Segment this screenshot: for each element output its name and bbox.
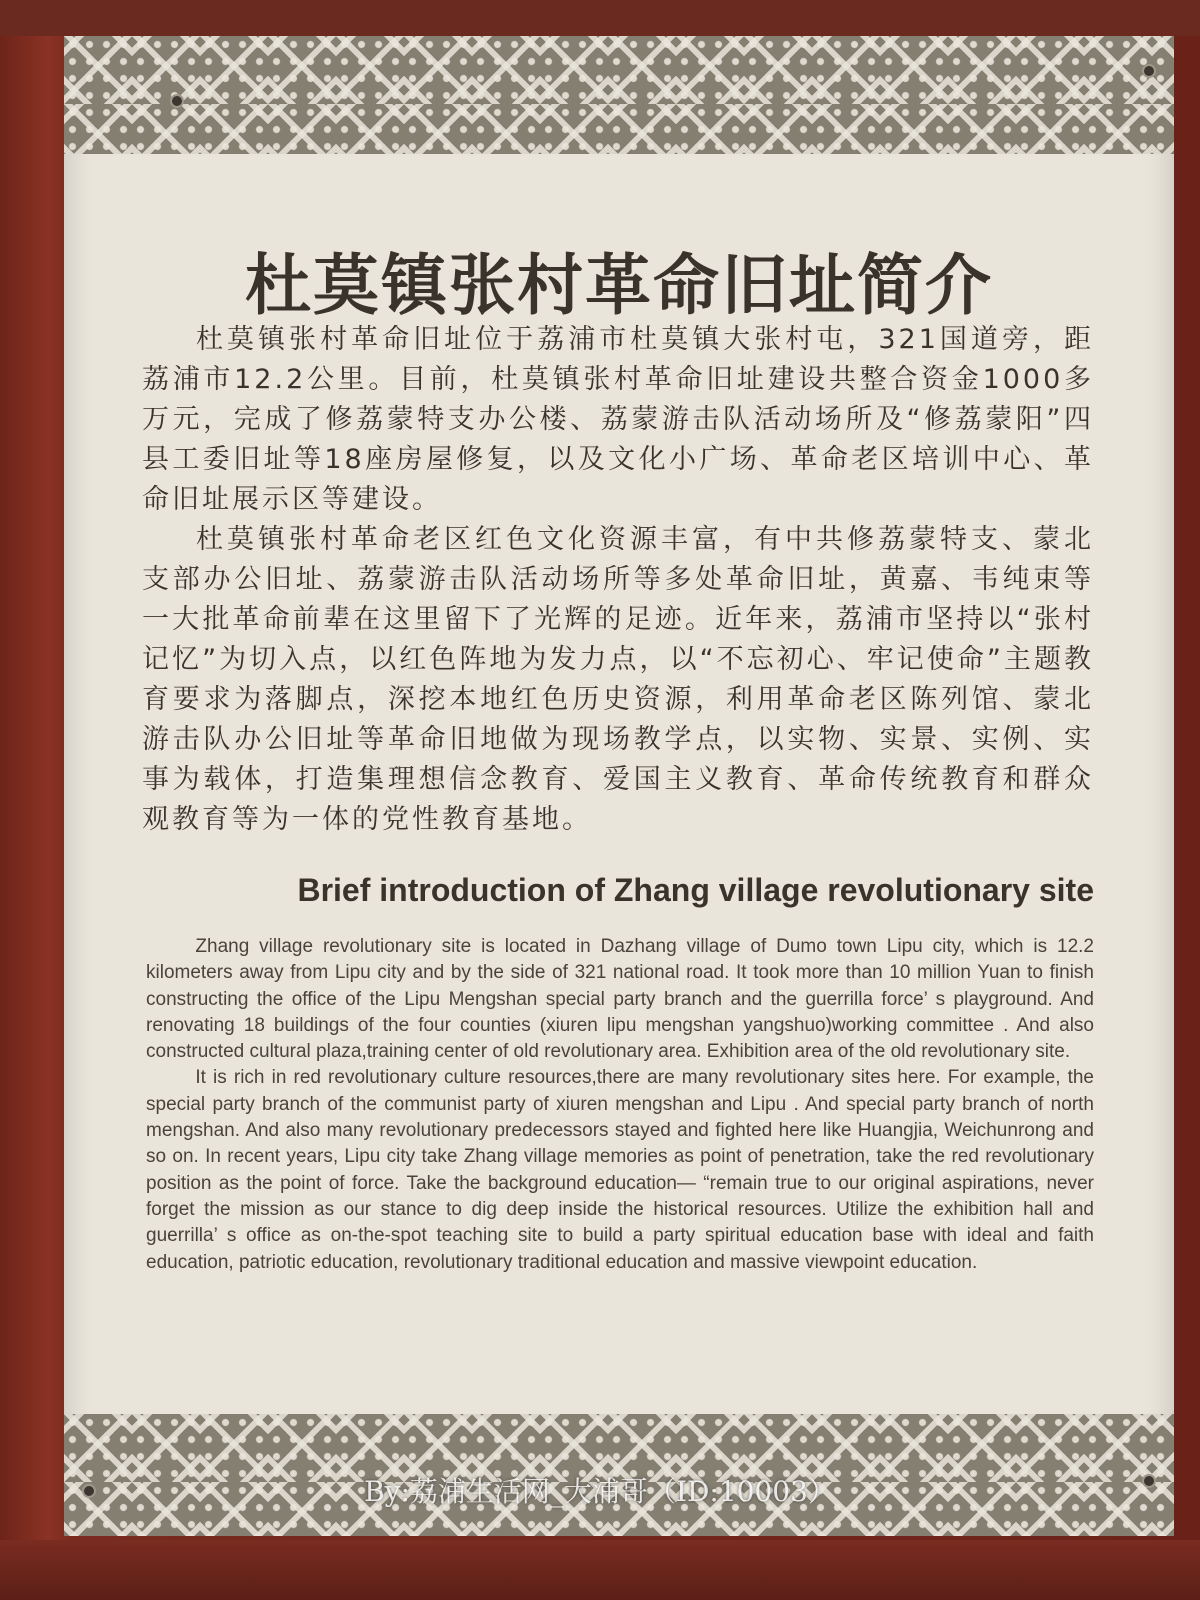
sign-board <box>64 36 1174 1536</box>
sign-title-chinese: 杜莫镇张村革命旧址简介 <box>245 247 993 324</box>
sign-title-english: Brief introduction of Zhang village revolutionary site <box>297 872 1094 908</box>
english-description <box>146 934 1094 1276</box>
english-paragraph-1: Zhang village revolutionary site is located in Dazhang village of Dumo town Lipu city, which is 12.2 kilometers away from Lipu city and by the side of 321 national road. It took more than 10 million Yuan to finish constructing the office of the Lipu Mengshan special party branch and the guerrilla force’ s playground. And renovating 18 buildings of the four counties (xiuren lipu mengshan yangshuo)working committee . And also constructed cultural plaza,training center of old revolutionary area. Exhibition area of the old revolutionary site. <box>146 936 1094 1063</box>
decorative-border-top <box>64 36 1174 154</box>
english-paragraph-2: It is rich in red revolutionary culture resources,there are many revolutionary sites here. For example, the special party branch of the communist party of xiuren mengshan and Lipu . And special party branch of north mengshan. And also many revolutionary predecessors stayed and fighted here like Huangjia, Weichunrong and so on. In recent years, Lipu city take Zhang village memories as point of penetration, take the red revolutionary position as the point of force. Take the background education— “remain true to our original aspirations, never forget the mission as our stance to dig deep inside the historical resources. Utilize the exhibition hall and guerrilla’ s office as on-the-spot teaching site to build a party spiritual education base with ideal and faith education, patriotic education, revolutionary traditional education and massive viewpoint education. <box>146 1067 1094 1273</box>
bolt-icon <box>1144 66 1154 76</box>
chinese-description <box>142 320 1094 840</box>
bolt-icon <box>172 96 182 106</box>
photo-watermark: By:荔浦生活网_大浦哥（ID:10003） <box>364 1475 836 1508</box>
frame-bottom-rail <box>0 1540 1200 1600</box>
chinese-paragraph-1: 杜莫镇张村革命旧址位于荔浦市杜莫镇大张村屯，321国道旁，距荔浦市12.2公里。目前，杜莫镇张村革命旧址建设共整合资金1000多万元，完成了修荔蒙特支办公楼、荔蒙游击队活动场所及“修荔蒙阳”四县工委旧址等18座房屋修复，以及文化小广场、革命老区培训中心、革命旧址展示区等建设。 <box>142 324 1094 515</box>
frame-top-rail <box>0 0 1200 36</box>
chinese-paragraph-2: 杜莫镇张村革命老区红色文化资源丰富，有中共修荔蒙特支、蒙北支部办公旧址、荔蒙游击队活动场所等多处革命旧址，黄嘉、韦纯束等一大批革命前辈在这里留下了光辉的足迹。近年来，荔浦市坚持以“张村记忆”为切入点，以红色阵地为发力点，以“不忘初心、牢记使命”主题教育要求为落脚点，深挖本地红色历史资源，利用革命老区陈列馆、蒙北游击队办公旧址等革命旧地做为现场教学点，以实物、实景、实例、实事为载体，打造集理想信念教育、爱国主义教育、革命传统教育和群众观教育等为一体的党性教育基地。 <box>142 524 1094 835</box>
